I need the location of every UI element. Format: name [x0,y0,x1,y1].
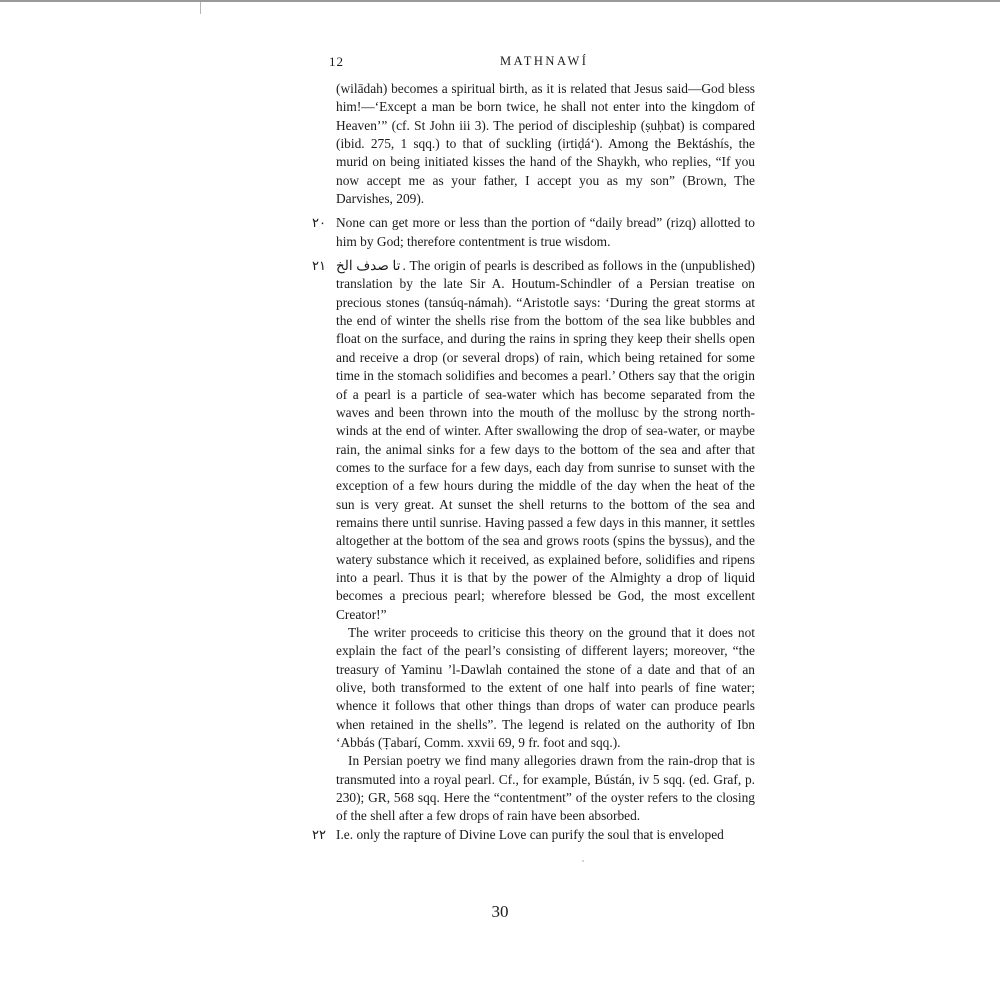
note-number-21: ۲۱ [312,258,326,274]
note-21 [312,257,756,624]
note-20-text: None can get more or less than the portion of “daily bread” (rizq) allotted to him by God; therefore contentment is true wisdom. [336,215,755,249]
footer-page-number: 30 [491,902,509,921]
note-21-text: . The origin of pearls is described as follows in the (unpublished) translation by the late Sir A. Houtum-Schindler of a Persian treatise on precious stones (tansúq-námah). “Aristotle says: ‘During the great storms at the end of winter the shells rise from the bottom of the sea like bubbles and float on the surface, and during the rains in spring they keep their shells open and receive a drop (or several drops) of rain, which being retained for some time in the stomach solidifies and becomes a pearl.’ Others say that the origin of a pearl is a particle of sea-water which has become separated from the waves and been thrown into the mouth of the mollusc by the strong north-winds at the end of winter. After swallowing the drop of sea-water, or maybe rain, the animal sinks for a few days to the bottom of the sea and after that comes to the surface for a few days, each day from sunrise to sunset with the exception of a few hours during the middle of the day when the heat of the sun is very great. At sunset the shell returns to the bottom of the sea and remains there until sunrise. Having passed a few days in this manner, it settles altogether at the bottom of the sea and grows roots (spins the byssus), and the watery substance which it received, as explained before, solidifies and ripens into a pearl. Thus it is that by the power of the Almighty a drop of liquid becomes a precious pearl; wherefore blessed be God, the most excellent Creator!” [336,258,756,622]
note-22-text: I.e. only the rapture of Divine Love can purify the soul that is enveloped [336,826,724,842]
note-20 [312,214,755,251]
running-head [0,54,1000,74]
note-22 [312,826,755,844]
note-number-20: ۲۰ [312,215,326,231]
scan-top-edge [0,0,1000,2]
commentary-body [312,80,756,844]
header-title: MATHNAWÍ [500,54,589,68]
paragraph-continuation: (wilādah) becomes a spiritual birth, as it is related that Jesus said—God bless him!—‘Except a man be born twice, he shall not enter into the kingdom of Heaven’” (cf. St John iii 3). The period of discipleship (ṣuḥbat) is compared (ibid. 275, 1 sqq.) to that of suckling (irtiḍá‘). Among the Bektáshís, the murid on being initiated kisses the hand of the Shaykh, who replies, “If you now accept me as your father, I accept you as my son” (Brown, The Darvishes, 209). [336,81,755,207]
scan-speck [582,860,584,862]
note-21-lemma: تا صدف الخ [336,258,401,274]
note-number-22: ۲۲ [312,826,326,842]
paragraph-persian-poetry: In Persian poetry we find many allegories drawn from the rain-drop that is transmuted into a royal pearl. Cf., for example, Bústán, iv 5 sqq. (ed. Graf, p. 230); GR, 568 sqq. Here the “contentment” of the oyster refers to the closing of the shell after a few drops of rain have been absorbed. [336,753,755,824]
scan-mark [200,2,201,14]
paragraph-criticism: The writer proceeds to criticise this theory on the ground that it does not explain the fact of the pearl’s consisting of different layers; moreover, “the treasury of Yaminu ’l-Dawlah contained the stone of a date and that of an olive, both transformed to the extent of one half into pearls of fine water; whence it follows that other things than drops of water can produce pearls when retained in the shells”. The legend is related on the authority of Ibn ‘Abbás (Ṭabarí, Comm. xxvii 69, 9 fr. foot and sqq.). [336,624,755,751]
header-page-number: 12 [329,54,344,69]
